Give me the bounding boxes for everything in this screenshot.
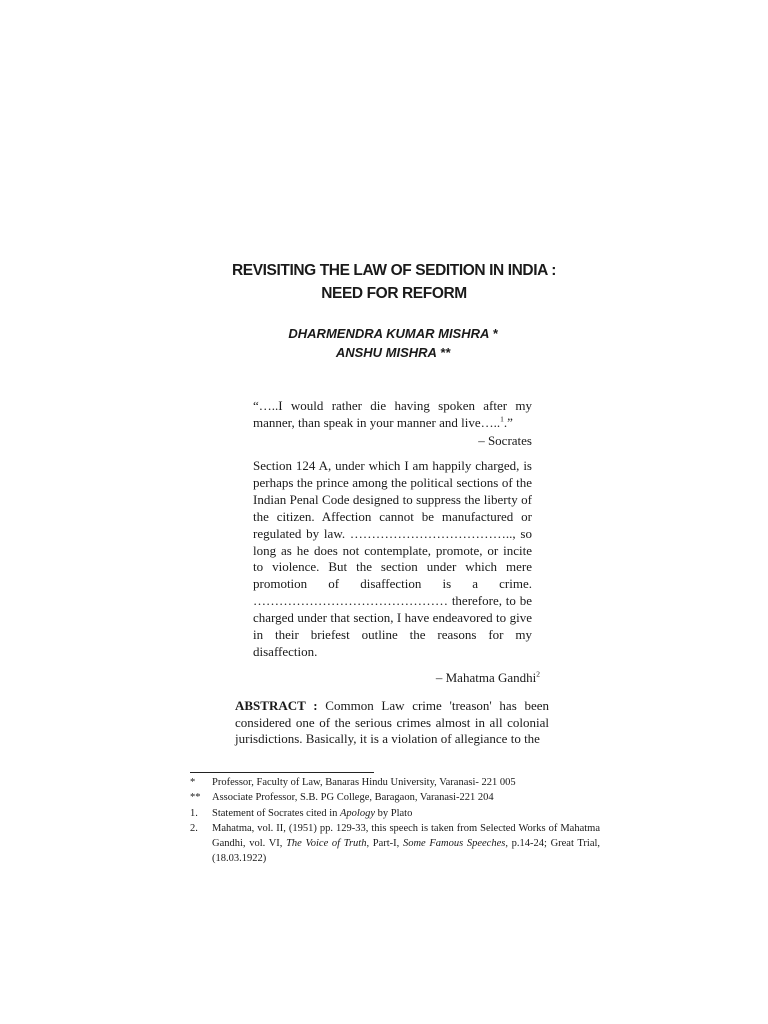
epigraph-gandhi-attribution: – Mahatma Gandhi$^2$ [435,669,540,685]
paper-title-line-2: NEED FOR REFORM [321,285,467,302]
footnote-ref-2[interactable]: 2 [536,669,540,679]
footnotes [190,775,600,867]
abstract-text: Common Law crime 'treason' has been considered one of the serious crimes almost in all colonial jurisdictions. Basically, it is a violation of allegiance to the [235,698,549,747]
author-2: ANSHU MISHRA ** [335,345,451,360]
footnote-author-2: ** Associate Professor, S.B. PG College, Baragaon, Varanasi-221 204 [190,792,494,804]
paper-title-line-1: REVISITING THE LAW OF SEDITION IN INDIA : [231,262,557,279]
epigraph-socrates-quote: “…..I would rather die having spoken after my manner, than speak in your manner and live…..$^1$.” [253,398,532,430]
epigraph-socrates-attribution: – Socrates [478,433,532,449]
footnote-ref-1[interactable]: 1 [500,414,504,424]
abstract-label: ABSTRACT : [235,698,318,713]
footnote-author-1: * Professor, Faculty of Law, Banaras Hindu University, Varanasi- 221 005 [190,777,516,788]
epigraph-gandhi [253,458,540,687]
epigraph-gandhi-quote: Section 124 A, under which I am happily charged, is perhaps the prince among the political sections of the Indian Penal Code designed to suppress the liberty of the citizen. Affection cannot be manufactured or regulated by law. ……………………………….., so long as he does not contemplate, promote, or incite to violence. But the section under which mere promotion of disaffection is a crime. ……………………………………… therefore, to be charged under that section, I have endeavored to give in their briefest outline the reasons for my disaffection. [253,458,532,659]
abstract [235,698,549,748]
footnote-divider [190,772,374,773]
epigraph-socrates [253,398,532,450]
footnote-1: 1. Statement of Socrates cited in Apology by Plato [190,807,413,819]
author-1: DHARMENDRA KUMAR MISHRA * [288,326,498,341]
footnote-2: 2. Mahatma, vol. II, (1951) pp. 129-33, this speech is taken from Selected Works of Mahatma Gandhi, vol. VI, The Voice of Truth, Part-I, Some Famous Speeches, p.14-24; Great Trial, (18.03.1922) [190,822,601,865]
